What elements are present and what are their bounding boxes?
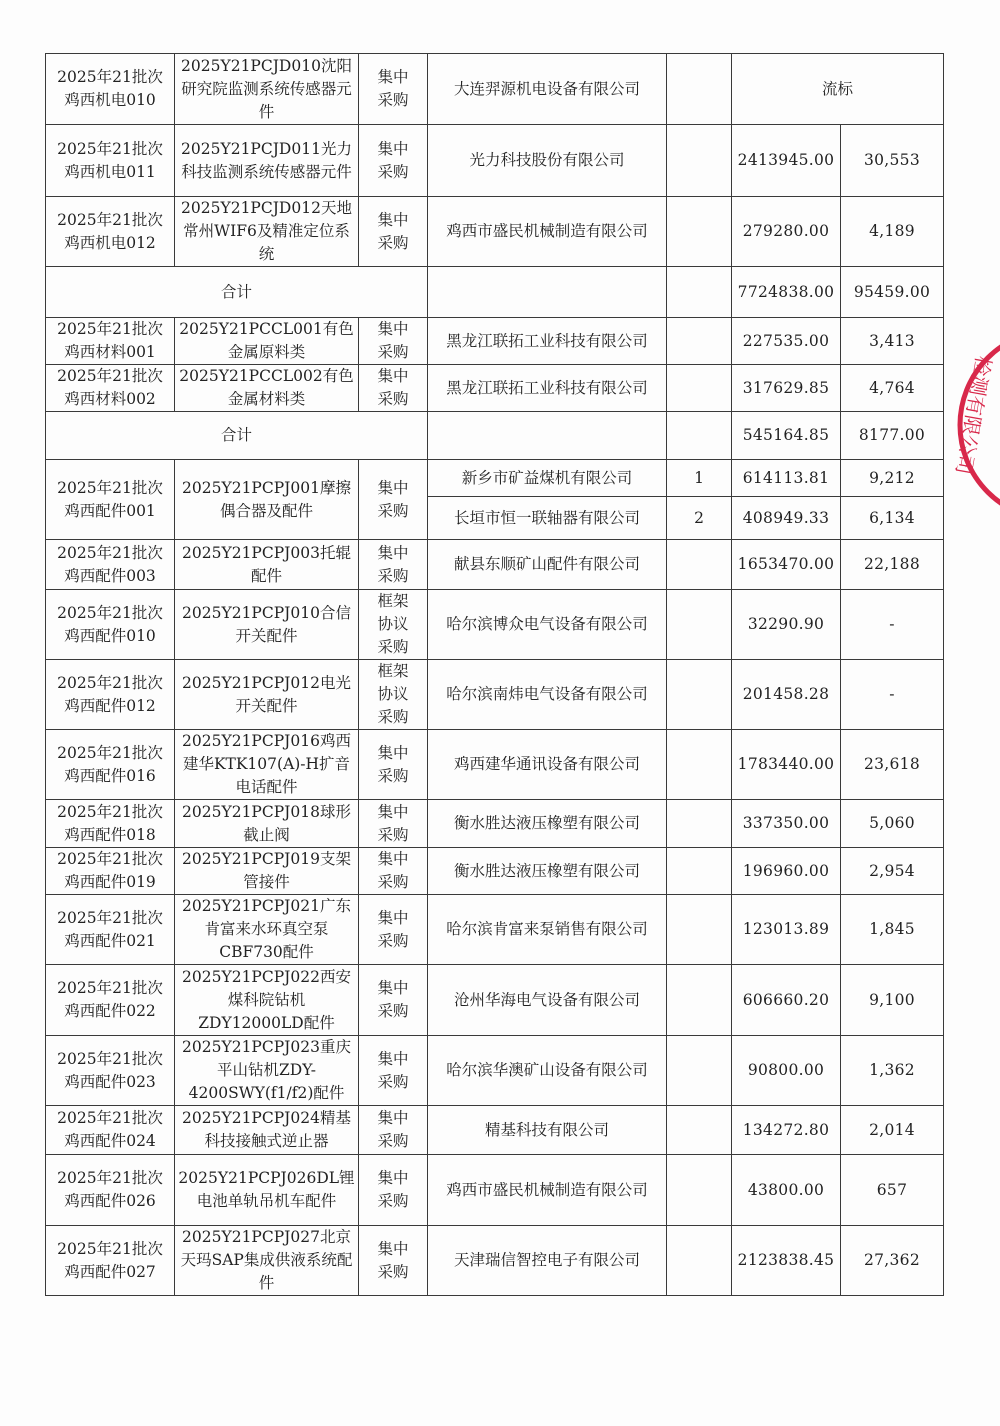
fee-cell: 9,212 (841, 460, 944, 497)
rank-cell (667, 800, 732, 848)
procurement-results-table (45, 53, 944, 1296)
batch-cell: 2025年21批次 鸡西配件024 (46, 1106, 175, 1155)
project-cell: 2025Y21PCPJ021广东肯富来水环真空泵CBF730配件 (175, 895, 359, 965)
rank-cell (667, 1106, 732, 1155)
supplier-cell: 鸡西建华通讯设备有限公司 (428, 730, 667, 800)
rank-cell (667, 412, 732, 460)
table-row (46, 800, 944, 848)
amount-cell: 43800.00 (732, 1155, 841, 1226)
project-cell: 2025Y21PCPJ023重庆平山钻机ZDY-4200SWY(f1/f2)配件 (175, 1036, 359, 1106)
table-row (46, 895, 944, 965)
table-row (46, 1106, 944, 1155)
fee-cell: 1,845 (841, 895, 944, 965)
project-cell: 2025Y21PCPJ018球形截止阀 (175, 800, 359, 848)
supplier-cell: 光力科技股份有限公司 (428, 125, 667, 197)
stamp-text: 检测有限公司 (955, 354, 996, 477)
amount-cell: 227535.00 (732, 318, 841, 365)
amount-cell: 32290.90 (732, 590, 841, 660)
table-row (46, 365, 944, 412)
amount-cell: 196960.00 (732, 848, 841, 895)
method-cell: 集中 采购 (359, 730, 428, 800)
fee-cell: 95459.00 (841, 267, 944, 318)
batch-cell: 2025年21批次 鸡西配件026 (46, 1155, 175, 1226)
rank-cell (667, 125, 732, 197)
rank-cell (667, 318, 732, 365)
method-cell: 集中 采购 (359, 848, 428, 895)
fee-cell: - (841, 590, 944, 660)
fee-cell: 1,362 (841, 1036, 944, 1106)
project-cell: 2025Y21PCPJ010合信开关配件 (175, 590, 359, 660)
project-cell: 2025Y21PCCL001有色金属原料类 (175, 318, 359, 365)
project-cell: 2025Y21PCCL002有色金属材料类 (175, 365, 359, 412)
rank-cell: 2 (667, 497, 732, 540)
supplier-cell: 衡水胜达液压橡塑有限公司 (428, 848, 667, 895)
total-label: 合计 (46, 412, 428, 460)
method-cell: 集中 采购 (359, 318, 428, 365)
batch-cell: 2025年21批次 鸡西机电011 (46, 125, 175, 197)
method-cell: 框架 协议 采购 (359, 590, 428, 660)
rank-cell (667, 660, 732, 730)
fee-cell: 9,100 (841, 965, 944, 1036)
method-cell: 集中 采购 (359, 540, 428, 590)
batch-cell: 2025年21批次 鸡西配件016 (46, 730, 175, 800)
total-row (46, 267, 944, 318)
fee-cell: 6,134 (841, 497, 944, 540)
batch-cell: 2025年21批次 鸡西配件018 (46, 800, 175, 848)
method-cell: 集中 采购 (359, 365, 428, 412)
batch-cell: 2025年21批次 鸡西配件010 (46, 590, 175, 660)
table-row (46, 660, 944, 730)
fee-cell: 30,553 (841, 125, 944, 197)
batch-cell: 2025年21批次 鸡西配件027 (46, 1226, 175, 1296)
table-row (46, 848, 944, 895)
supplier-cell: 衡水胜达液压橡塑有限公司 (428, 800, 667, 848)
batch-cell: 2025年21批次 鸡西配件021 (46, 895, 175, 965)
amount-cell: 1653470.00 (732, 540, 841, 590)
table-row (46, 460, 944, 497)
table-row (46, 1226, 944, 1296)
rank-cell (667, 965, 732, 1036)
table-row (46, 54, 944, 125)
batch-cell: 2025年21批次 鸡西配件012 (46, 660, 175, 730)
rank-cell: 1 (667, 460, 732, 497)
supplier-cell (428, 267, 667, 318)
fee-cell: 22,188 (841, 540, 944, 590)
fee-cell: 657 (841, 1155, 944, 1226)
method-cell: 集中 采购 (359, 1106, 428, 1155)
table-row (46, 197, 944, 267)
total-row (46, 412, 944, 460)
fee-cell: 3,413 (841, 318, 944, 365)
amount-cell: 123013.89 (732, 895, 841, 965)
table-row (46, 318, 944, 365)
rank-cell (667, 365, 732, 412)
fee-cell: 4,764 (841, 365, 944, 412)
rank-cell (667, 1155, 732, 1226)
fee-cell: 4,189 (841, 197, 944, 267)
amount-cell: 201458.28 (732, 660, 841, 730)
amount-cell: 1783440.00 (732, 730, 841, 800)
supplier-cell: 天津瑞信智控电子有限公司 (428, 1226, 667, 1296)
supplier-cell: 哈尔滨南炜电气设备有限公司 (428, 660, 667, 730)
table-row (46, 1036, 944, 1106)
method-cell: 集中 采购 (359, 800, 428, 848)
method-cell: 集中 采购 (359, 1036, 428, 1106)
fee-cell: 23,618 (841, 730, 944, 800)
supplier-cell: 哈尔滨博众电气设备有限公司 (428, 590, 667, 660)
fee-cell: 2,954 (841, 848, 944, 895)
method-cell: 集中 采购 (359, 895, 428, 965)
amount-cell: 134272.80 (732, 1106, 841, 1155)
table-row (46, 1155, 944, 1226)
amount-cell: 2123838.45 (732, 1226, 841, 1296)
project-cell: 2025Y21PCJD010沈阳研究院监测系统传感器元件 (175, 54, 359, 125)
supplier-cell: 长垣市恒一联轴器有限公司 (428, 497, 667, 540)
supplier-cell: 精基科技有限公司 (428, 1106, 667, 1155)
amount-cell: 279280.00 (732, 197, 841, 267)
amount-cell: 2413945.00 (732, 125, 841, 197)
fee-cell: 2,014 (841, 1106, 944, 1155)
fee-cell: 8177.00 (841, 412, 944, 460)
batch-cell: 2025年21批次 鸡西材料002 (46, 365, 175, 412)
batch-cell: 2025年21批次 鸡西配件001 (46, 460, 175, 540)
rank-cell (667, 895, 732, 965)
amount-cell: 408949.33 (732, 497, 841, 540)
table-row (46, 540, 944, 590)
rank-cell (667, 267, 732, 318)
batch-cell: 2025年21批次 鸡西机电010 (46, 54, 175, 125)
batch-cell: 2025年21批次 鸡西配件023 (46, 1036, 175, 1106)
rank-cell (667, 197, 732, 267)
table-row (46, 590, 944, 660)
amount-cell: 606660.20 (732, 965, 841, 1036)
project-cell: 2025Y21PCPJ016鸡西建华KTK107(A)-H扩音电话配件 (175, 730, 359, 800)
method-cell: 集中 采购 (359, 197, 428, 267)
method-cell: 集中 采购 (359, 54, 428, 125)
method-cell: 集中 采购 (359, 125, 428, 197)
supplier-cell: 大连羿源机电设备有限公司 (428, 54, 667, 125)
amount-cell: 90800.00 (732, 1036, 841, 1106)
rank-cell (667, 540, 732, 590)
batch-cell: 2025年21批次 鸡西配件019 (46, 848, 175, 895)
rank-cell (667, 54, 732, 125)
table-row (46, 730, 944, 800)
project-cell: 2025Y21PCJD012天地常州WIF6及精准定位系统 (175, 197, 359, 267)
supplier-cell: 鸡西市盛民机械制造有限公司 (428, 197, 667, 267)
method-cell: 集中 采购 (359, 1155, 428, 1226)
amount-cell: 545164.85 (732, 412, 841, 460)
result-cell: 流标 (732, 54, 944, 125)
total-label: 合计 (46, 267, 428, 318)
project-cell: 2025Y21PCPJ022西安煤科院钻机ZDY12000LD配件 (175, 965, 359, 1036)
batch-cell: 2025年21批次 鸡西材料001 (46, 318, 175, 365)
method-cell: 集中 采购 (359, 1226, 428, 1296)
supplier-cell (428, 412, 667, 460)
supplier-cell: 哈尔滨华澳矿山设备有限公司 (428, 1036, 667, 1106)
red-seal-stamp (955, 325, 1000, 525)
supplier-cell: 献县东顺矿山配件有限公司 (428, 540, 667, 590)
method-cell: 集中 采购 (359, 460, 428, 540)
batch-cell: 2025年21批次 鸡西机电012 (46, 197, 175, 267)
project-cell: 2025Y21PCPJ012电光开关配件 (175, 660, 359, 730)
table-row (46, 125, 944, 197)
rank-cell (667, 1226, 732, 1296)
amount-cell: 614113.81 (732, 460, 841, 497)
supplier-cell: 黑龙江联拓工业科技有限公司 (428, 318, 667, 365)
fee-cell: 5,060 (841, 800, 944, 848)
batch-cell: 2025年21批次 鸡西配件022 (46, 965, 175, 1036)
supplier-cell: 哈尔滨肯富来泵销售有限公司 (428, 895, 667, 965)
rank-cell (667, 730, 732, 800)
amount-cell: 317629.85 (732, 365, 841, 412)
supplier-cell: 沧州华海电气设备有限公司 (428, 965, 667, 1036)
fee-cell: - (841, 660, 944, 730)
batch-cell: 2025年21批次 鸡西配件003 (46, 540, 175, 590)
project-cell: 2025Y21PCPJ019支架管接件 (175, 848, 359, 895)
rank-cell (667, 1036, 732, 1106)
table-row (46, 965, 944, 1036)
supplier-cell: 黑龙江联拓工业科技有限公司 (428, 365, 667, 412)
project-cell: 2025Y21PCPJ003托辊配件 (175, 540, 359, 590)
rank-cell (667, 848, 732, 895)
amount-cell: 337350.00 (732, 800, 841, 848)
project-cell: 2025Y21PCPJ027北京天玛SAP集成供液系统配件 (175, 1226, 359, 1296)
rank-cell (667, 590, 732, 660)
supplier-cell: 鸡西市盛民机械制造有限公司 (428, 1155, 667, 1226)
project-cell: 2025Y21PCJD011光力科技监测系统传感器元件 (175, 125, 359, 197)
project-cell: 2025Y21PCPJ026DL锂电池单轨吊机车配件 (175, 1155, 359, 1226)
amount-cell: 7724838.00 (732, 267, 841, 318)
project-cell: 2025Y21PCPJ001摩擦偶合器及配件 (175, 460, 359, 540)
project-cell: 2025Y21PCPJ024精基科技接触式逆止器 (175, 1106, 359, 1155)
method-cell: 集中 采购 (359, 965, 428, 1036)
method-cell: 框架 协议 采购 (359, 660, 428, 730)
fee-cell: 27,362 (841, 1226, 944, 1296)
supplier-cell: 新乡市矿益煤机有限公司 (428, 460, 667, 497)
